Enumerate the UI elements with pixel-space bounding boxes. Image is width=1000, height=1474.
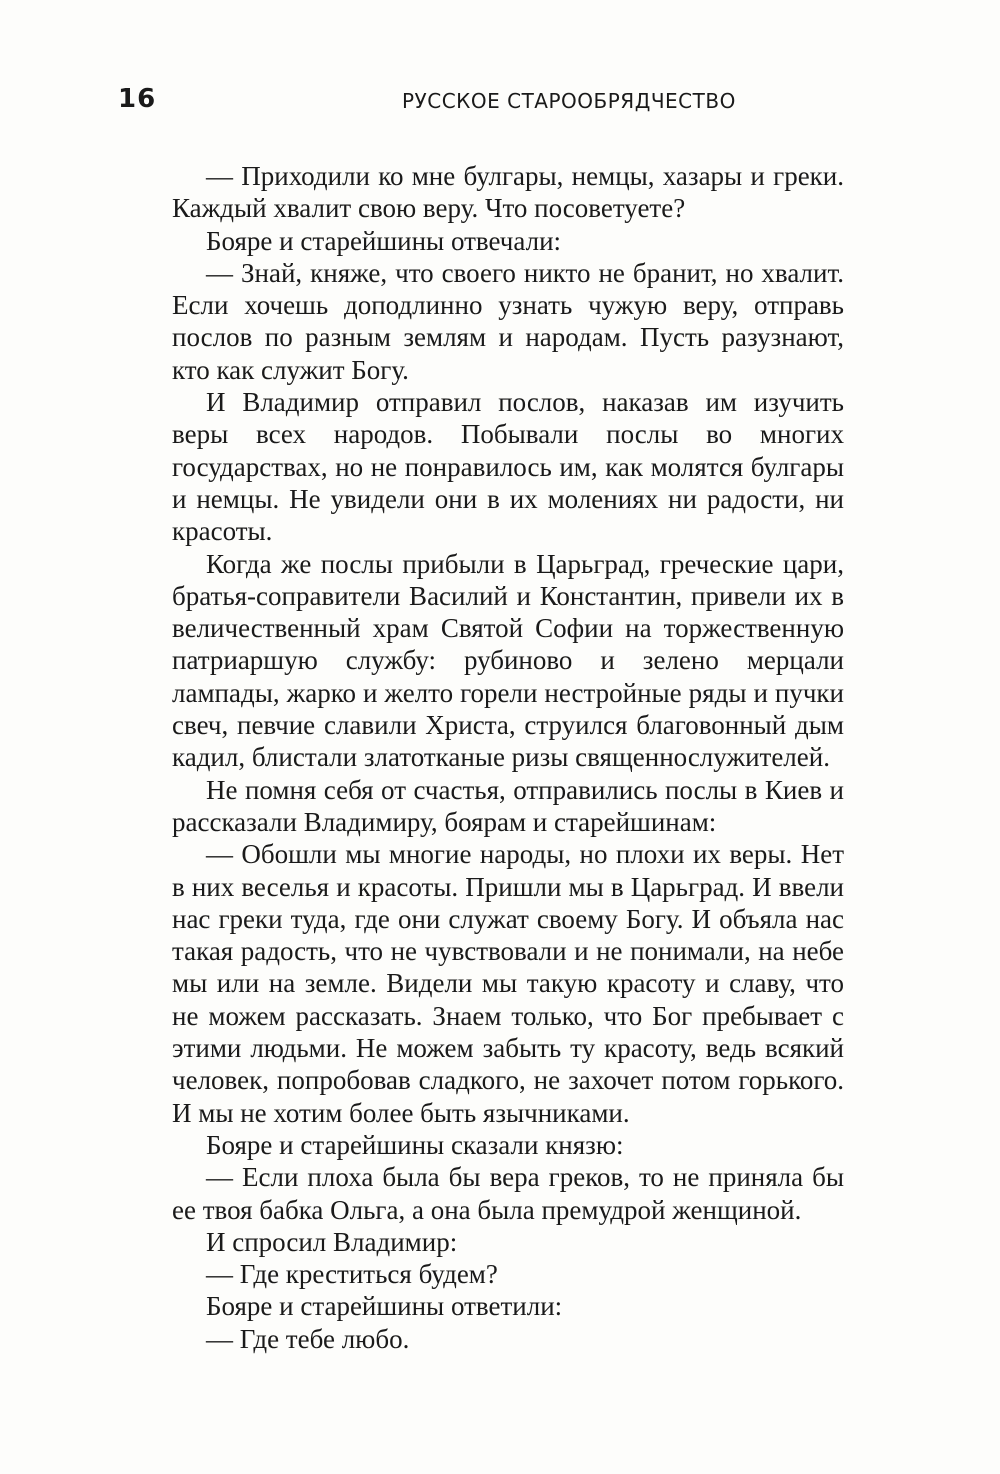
paragraph: И Владимир отправил послов, наказав им изучить веры всех народов. Побывали послы во многих государствах, но не понравилось им, как молятся булгары и немцы. Не увидели они в их молениях ни радости, ни красоты.	[172, 387, 844, 547]
paragraph: — Знай, княже, что своего никто не бранит, но хвалит. Если хочешь доподлинно узнать чужую веру, отправь послов по разным землям и народам. Пусть разузнают, кто как служит Богу.	[172, 257, 844, 385]
paragraph: — Если плоха была бы вера греков, то не приняла бы ее твоя бабка Ольга, а она была премудрой женщиной.	[172, 1162, 844, 1225]
paragraph: — Где тебе любо.	[206, 1323, 410, 1354]
paragraph: — Приходили ко мне булгары, немцы, хазары и греки. Каждый хвалит свою веру. Что посоветуете?	[172, 161, 844, 224]
paragraph: И спросил Владимир:	[206, 1226, 458, 1257]
paragraph: Бояре и старейшины ответили:	[206, 1291, 563, 1322]
paragraph: — Обошли мы многие народы, но плохи их веры. Нет в них веселья и красоты. Пришли мы в Царьград. И ввели нас греки туда, где они служат своему Богу. И объяла нас такая радость, что не чувствовали и не понимали, на небе мы или на земле. Видели мы такую красоту и славу, что не можем рассказать. Знаем только, что Бог пребывает с этими людьми. Не можем забыть ту красоту, ведь всякий человек, попробовав сладкого, не захочет потом горького. И мы не хотим более быть язычниками.	[172, 839, 844, 1128]
page-number: 16	[118, 84, 157, 114]
paragraph: Бояре и старейшины сказали князю:	[206, 1129, 624, 1160]
running-head: РУССКОЕ СТАРООБРЯДЧЕСТВО	[402, 89, 736, 113]
paragraph: Когда же послы прибыли в Царьград, греческие цари, братья-соправители Василий и Константин, привели их в величественный храм Святой Софии на торжественную патриаршую службу: рубиново и зелено мерцали лампады, жарко и желто горели нестройные ряды и пучки свеч, певчие славили Христа, струился благовонный дым кадил, блистали златотканые ризы священнослужителей.	[172, 548, 844, 773]
paragraph: — Где креститься будем?	[206, 1259, 498, 1290]
paragraph: Бояре и старейшины отвечали:	[206, 225, 562, 256]
body-text	[172, 160, 844, 1355]
paragraph: Не помня себя от счастья, отправились послы в Киев и рассказали Владимиру, боярам и старейшинам:	[172, 774, 844, 837]
